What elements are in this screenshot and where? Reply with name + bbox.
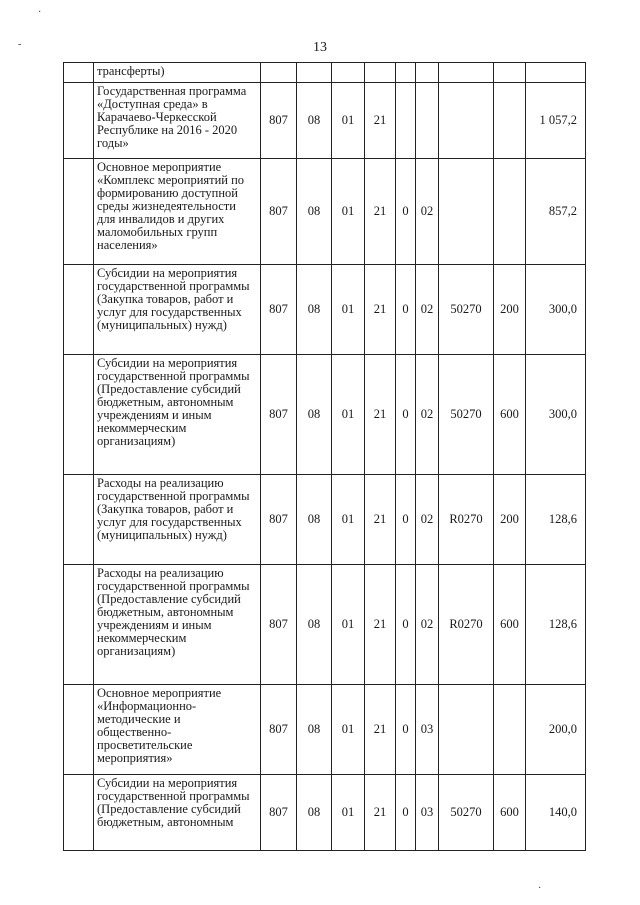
table-row	[64, 265, 586, 355]
scan-speck: ·	[538, 883, 542, 894]
section-code	[297, 63, 332, 83]
table-row	[64, 775, 586, 851]
expense-type-code: 600	[494, 355, 526, 475]
expense-type-code: 200	[494, 475, 526, 565]
amount: 300,0	[526, 355, 586, 475]
row-number-cell	[64, 265, 94, 355]
admin-code	[261, 63, 297, 83]
expense-name: Субсидии на мероприятия государственной программы (Предоставление субсидий бюджетным, автономным учреждениям и иным некоммерческим организациям)	[94, 355, 261, 475]
subprogram-code: 0	[396, 775, 416, 851]
program-code: 21	[365, 83, 396, 159]
activity-code: 02	[416, 355, 439, 475]
section-code: 08	[297, 355, 332, 475]
program-code: 21	[365, 265, 396, 355]
table-row	[64, 63, 586, 83]
subprogram-code	[396, 63, 416, 83]
activity-code: 03	[416, 775, 439, 851]
section-code: 08	[297, 775, 332, 851]
expense-name: Основное мероприятие «Комплекс мероприятий по формированию доступной среды жизнедеятельности для инвалидов и других маломобильных групп населения»	[94, 159, 261, 265]
admin-code: 807	[261, 83, 297, 159]
amount: 128,6	[526, 475, 586, 565]
activity-code: 03	[416, 685, 439, 775]
expense-name: Субсидии на мероприятия государственной программы (Закупка товаров, работ и услуг для государственных (муниципальных) нужд)	[94, 265, 261, 355]
direction-code: 50270	[439, 265, 494, 355]
program-code: 21	[365, 159, 396, 265]
direction-code: 50270	[439, 355, 494, 475]
direction-code: R0270	[439, 475, 494, 565]
program-code: 21	[365, 685, 396, 775]
subsection-code: 01	[332, 565, 365, 685]
expense-type-code	[494, 63, 526, 83]
expense-name: трансферты)	[94, 63, 261, 83]
subprogram-code	[396, 83, 416, 159]
subsection-code: 01	[332, 159, 365, 265]
table-row	[64, 685, 586, 775]
scan-speck: -	[18, 39, 22, 50]
subsection-code: 01	[332, 475, 365, 565]
subprogram-code: 0	[396, 565, 416, 685]
section-code: 08	[297, 685, 332, 775]
row-number-cell	[64, 775, 94, 851]
amount: 1 057,2	[526, 83, 586, 159]
direction-code	[439, 63, 494, 83]
admin-code: 807	[261, 159, 297, 265]
row-number-cell	[64, 475, 94, 565]
amount: 200,0	[526, 685, 586, 775]
admin-code: 807	[261, 775, 297, 851]
expense-type-code	[494, 83, 526, 159]
program-code: 21	[365, 355, 396, 475]
table-row	[64, 159, 586, 265]
expense-name: Субсидии на мероприятия государственной программы (Предоставление субсидий бюджетным, автономным	[94, 775, 261, 851]
subsection-code: 01	[332, 775, 365, 851]
budget-table	[63, 62, 586, 851]
subsection-code: 01	[332, 355, 365, 475]
table-row	[64, 475, 586, 565]
page-number: 13	[313, 40, 327, 55]
row-number-cell	[64, 83, 94, 159]
activity-code: 02	[416, 265, 439, 355]
activity-code	[416, 83, 439, 159]
expense-name: Государственная программа «Доступная среда» в Карачаево-Черкесской Республике на 2016 - 2020 годы»	[94, 83, 261, 159]
subsection-code: 01	[332, 685, 365, 775]
expense-type-code	[494, 685, 526, 775]
program-code	[365, 63, 396, 83]
expense-type-code: 600	[494, 565, 526, 685]
activity-code: 02	[416, 565, 439, 685]
expense-type-code	[494, 159, 526, 265]
direction-code	[439, 685, 494, 775]
scan-speck: ·	[38, 7, 42, 18]
row-number-cell	[64, 63, 94, 83]
amount: 140,0	[526, 775, 586, 851]
subprogram-code: 0	[396, 475, 416, 565]
row-number-cell	[64, 355, 94, 475]
subprogram-code: 0	[396, 355, 416, 475]
direction-code	[439, 83, 494, 159]
row-number-cell	[64, 159, 94, 265]
amount: 857,2	[526, 159, 586, 265]
expense-name: Основное мероприятие «Информационно-методические и общественно-просветительские мероприятия»	[94, 685, 261, 775]
row-number-cell	[64, 565, 94, 685]
direction-code: R0270	[439, 565, 494, 685]
activity-code	[416, 63, 439, 83]
activity-code: 02	[416, 159, 439, 265]
program-code: 21	[365, 775, 396, 851]
amount	[526, 63, 586, 83]
amount: 128,6	[526, 565, 586, 685]
table-row	[64, 565, 586, 685]
expense-type-code: 200	[494, 265, 526, 355]
program-code: 21	[365, 565, 396, 685]
section-code: 08	[297, 565, 332, 685]
subsection-code: 01	[332, 265, 365, 355]
activity-code: 02	[416, 475, 439, 565]
admin-code: 807	[261, 685, 297, 775]
section-code: 08	[297, 83, 332, 159]
subsection-code	[332, 63, 365, 83]
amount: 300,0	[526, 265, 586, 355]
admin-code: 807	[261, 355, 297, 475]
expense-name: Расходы на реализацию государственной программы (Предоставление субсидий бюджетным, автономным учреждениям и иным некоммерческим организациям)	[94, 565, 261, 685]
section-code: 08	[297, 159, 332, 265]
row-number-cell	[64, 685, 94, 775]
expense-name: Расходы на реализацию государственной программы (Закупка товаров, работ и услуг для государственных (муниципальных) нужд)	[94, 475, 261, 565]
admin-code: 807	[261, 565, 297, 685]
section-code: 08	[297, 475, 332, 565]
direction-code: 50270	[439, 775, 494, 851]
expense-type-code: 600	[494, 775, 526, 851]
subprogram-code: 0	[396, 265, 416, 355]
program-code: 21	[365, 475, 396, 565]
table-row	[64, 83, 586, 159]
subsection-code: 01	[332, 83, 365, 159]
admin-code: 807	[261, 265, 297, 355]
direction-code	[439, 159, 494, 265]
subprogram-code: 0	[396, 685, 416, 775]
admin-code: 807	[261, 475, 297, 565]
subprogram-code: 0	[396, 159, 416, 265]
table-row	[64, 355, 586, 475]
section-code: 08	[297, 265, 332, 355]
